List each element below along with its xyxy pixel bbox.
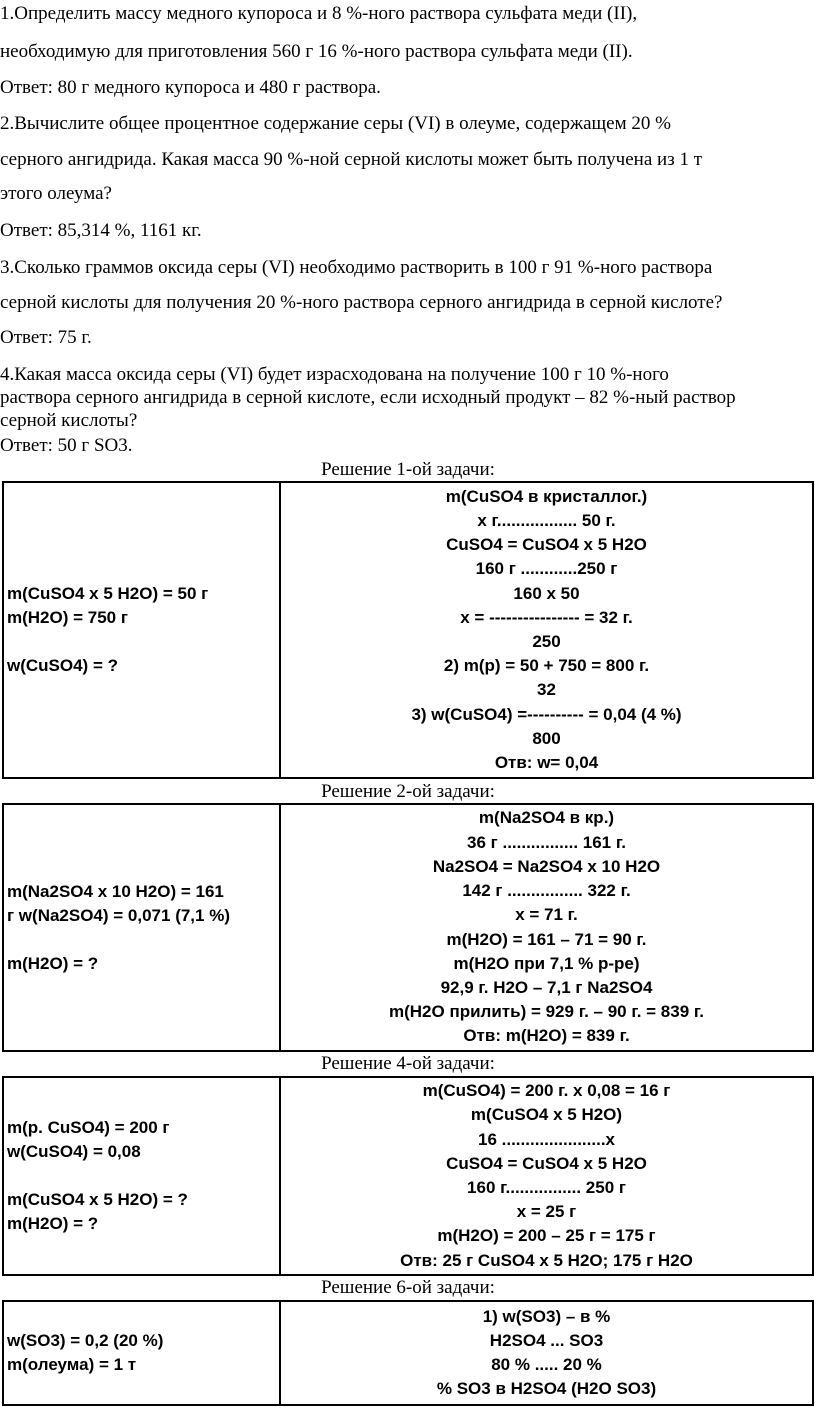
given-line: г w(Na2SO4) = 0,071 (7,1 %) (7, 905, 230, 925)
solution-2-table (2, 803, 814, 1052)
solution-6-work (280, 1301, 813, 1405)
work-line: m(H2O) = 161 – 71 = 90 г. (446, 929, 647, 949)
work-line: CuSO4 = CuSO4 x 5 H2O (446, 535, 647, 555)
work-line: 16 ......................х (478, 1129, 615, 1149)
work-line: Na2SO4 = Na2SO4 x 10 H2O (432, 856, 661, 876)
solution-1-work (280, 482, 813, 778)
problem-2-line-3: этого олеума? (0, 183, 112, 204)
solution-6-table (2, 1300, 814, 1406)
solution-6-caption: Решение 6-ой задачи: (321, 1277, 495, 1298)
problem-1-line-2: необходимую для приготовления 560 г 16 %-ного раствора сульфата меди (II). (0, 41, 633, 62)
work-line: m(H2O) = 200 – 25 г = 175 г (437, 1226, 656, 1246)
given-line: m(H2O) = 750 г (7, 608, 128, 627)
work-line: 2) m(р) = 50 + 750 = 800 г. (443, 656, 650, 676)
work-line: 36 г ................ 161 г. (467, 832, 626, 852)
solution-2-work (280, 804, 813, 1051)
work-line: 92,9 г. H2O – 7,1 г Na2SO4 (440, 977, 653, 997)
work-line: Отв: w= 0,04 (494, 753, 599, 773)
problem-3-line-2: серной кислоты для получения 20 %-ного раствора серного ангидрида в серной кислоте? (0, 292, 723, 313)
given-line: m(р. CuSO4) = 200 г (7, 1118, 170, 1137)
problem-2-answer: Ответ: 85,314 %, 1161 кг. (0, 220, 202, 241)
problem-1-answer: Ответ: 80 г медного купороса и 480 г раствора. (0, 77, 381, 98)
work-line: 80 % ..... 20 % (491, 1355, 602, 1374)
work-line: m(CuSO4 x 5 H2O) (470, 1105, 623, 1125)
work-line: 250 (532, 632, 561, 651)
work-line: m(H2O прилить) = 929 г. – 90 г. = 839 г. (388, 1002, 704, 1022)
work-line: 160 г................ 250 г (467, 1178, 626, 1197)
problem-2-line-1: 2.Вычислите общее процентное содержание серы (VI) в олеуме, содержащем 20 % (0, 113, 671, 134)
problem-1-line-1: 1.Определить массу медного купороса и 8 %-ного раствора сульфата меди (II), (0, 3, 638, 24)
work-line: х = 71 г. (515, 905, 578, 925)
solution-4-table (2, 1076, 814, 1276)
solution-2-caption: Решение 2-ой задачи: (321, 781, 495, 802)
work-line: m(Na2SO4 в кр.) (478, 808, 615, 828)
given-line: w(SO3) = 0,2 (20 %) (7, 1331, 164, 1350)
problem-4-line-3: серной кислоты? (0, 410, 138, 431)
problem-4-answer: Ответ: 50 г SO3. (0, 435, 133, 456)
given-line: w(CuSO4) = ? (7, 656, 118, 675)
problem-4-line-2: раствора серного ангидрида в серной кислоте, если исходный продукт – 82 %-ный раствор (0, 387, 736, 408)
solution-4-work (280, 1077, 813, 1275)
work-line: х = ---------------- = 32 г. (460, 607, 633, 627)
solution-4-given (3, 1077, 280, 1275)
solution-1-given (3, 482, 280, 778)
solution-1-caption: Решение 1-ой задачи: (321, 459, 495, 480)
given-line: m(олеума) = 1 т (7, 1355, 137, 1374)
work-line: Отв: m(H2O) = 839 г. (463, 1026, 630, 1046)
work-line: 1) w(SO3) – в % (482, 1306, 611, 1326)
problem-4-line-1: 4.Какая масса оксида серы (VI) будет израсходована на получение 100 г 10 %-ного (0, 364, 669, 385)
work-line: 160 г ............250 г (475, 559, 618, 579)
solution-1-table (2, 481, 814, 779)
solution-4-caption: Решение 4-ой задачи: (321, 1053, 495, 1074)
given-line: m(H2O) = ? (7, 1214, 99, 1233)
work-line: m(H2O при 7,1 % р-ре) (453, 953, 640, 973)
solution-6-given (3, 1301, 280, 1405)
work-line: m(CuSO4 в кристаллог.) (445, 486, 648, 506)
work-line: 32 (537, 680, 556, 700)
work-line: Отв: 25 г CuSO4 x 5 H2O; 175 г H2O (400, 1250, 693, 1270)
work-line: х = 25 г (516, 1202, 577, 1222)
work-line: H2SO4 ... SO3 (489, 1330, 604, 1350)
work-line: CuSO4 = CuSO4 x 5 H2O (446, 1153, 647, 1173)
work-line: m(CuSO4) = 200 г. х 0,08 = 16 г (422, 1081, 671, 1101)
given-line: m(H2O) = ? (7, 953, 99, 973)
work-line: 3) w(CuSO4) =---------- = 0,04 (4 %) (411, 704, 682, 724)
work-line: х г................. 50 г. (477, 510, 616, 530)
given-line: m(Na2SO4 x 10 H2O) = 161 (7, 881, 224, 901)
work-line: 160 х 50 (513, 583, 580, 603)
given-line: m(CuSO4 x 5 H2O) = 50 г (7, 584, 209, 603)
problem-3-line-1: 3.Сколько граммов оксида серы (VI) необходимо растворить в 100 г 91 %-ного раствора (0, 257, 713, 278)
problem-3-answer: Ответ: 75 г. (0, 327, 92, 348)
problem-2-line-2: серного ангидрида. Какая масса 90 %-ной серной кислоты может быть получена из 1 т (0, 149, 702, 170)
work-line: 142 г ................ 322 г. (462, 881, 631, 901)
solution-2-given (3, 804, 280, 1051)
given-line: w(CuSO4) = 0,08 (7, 1142, 141, 1161)
work-line: 800 (532, 728, 561, 748)
work-line: % SO3 в H2SO4 (H2O SO3) (436, 1379, 657, 1399)
given-line: m(CuSO4 x 5 H2O) = ? (7, 1190, 188, 1209)
